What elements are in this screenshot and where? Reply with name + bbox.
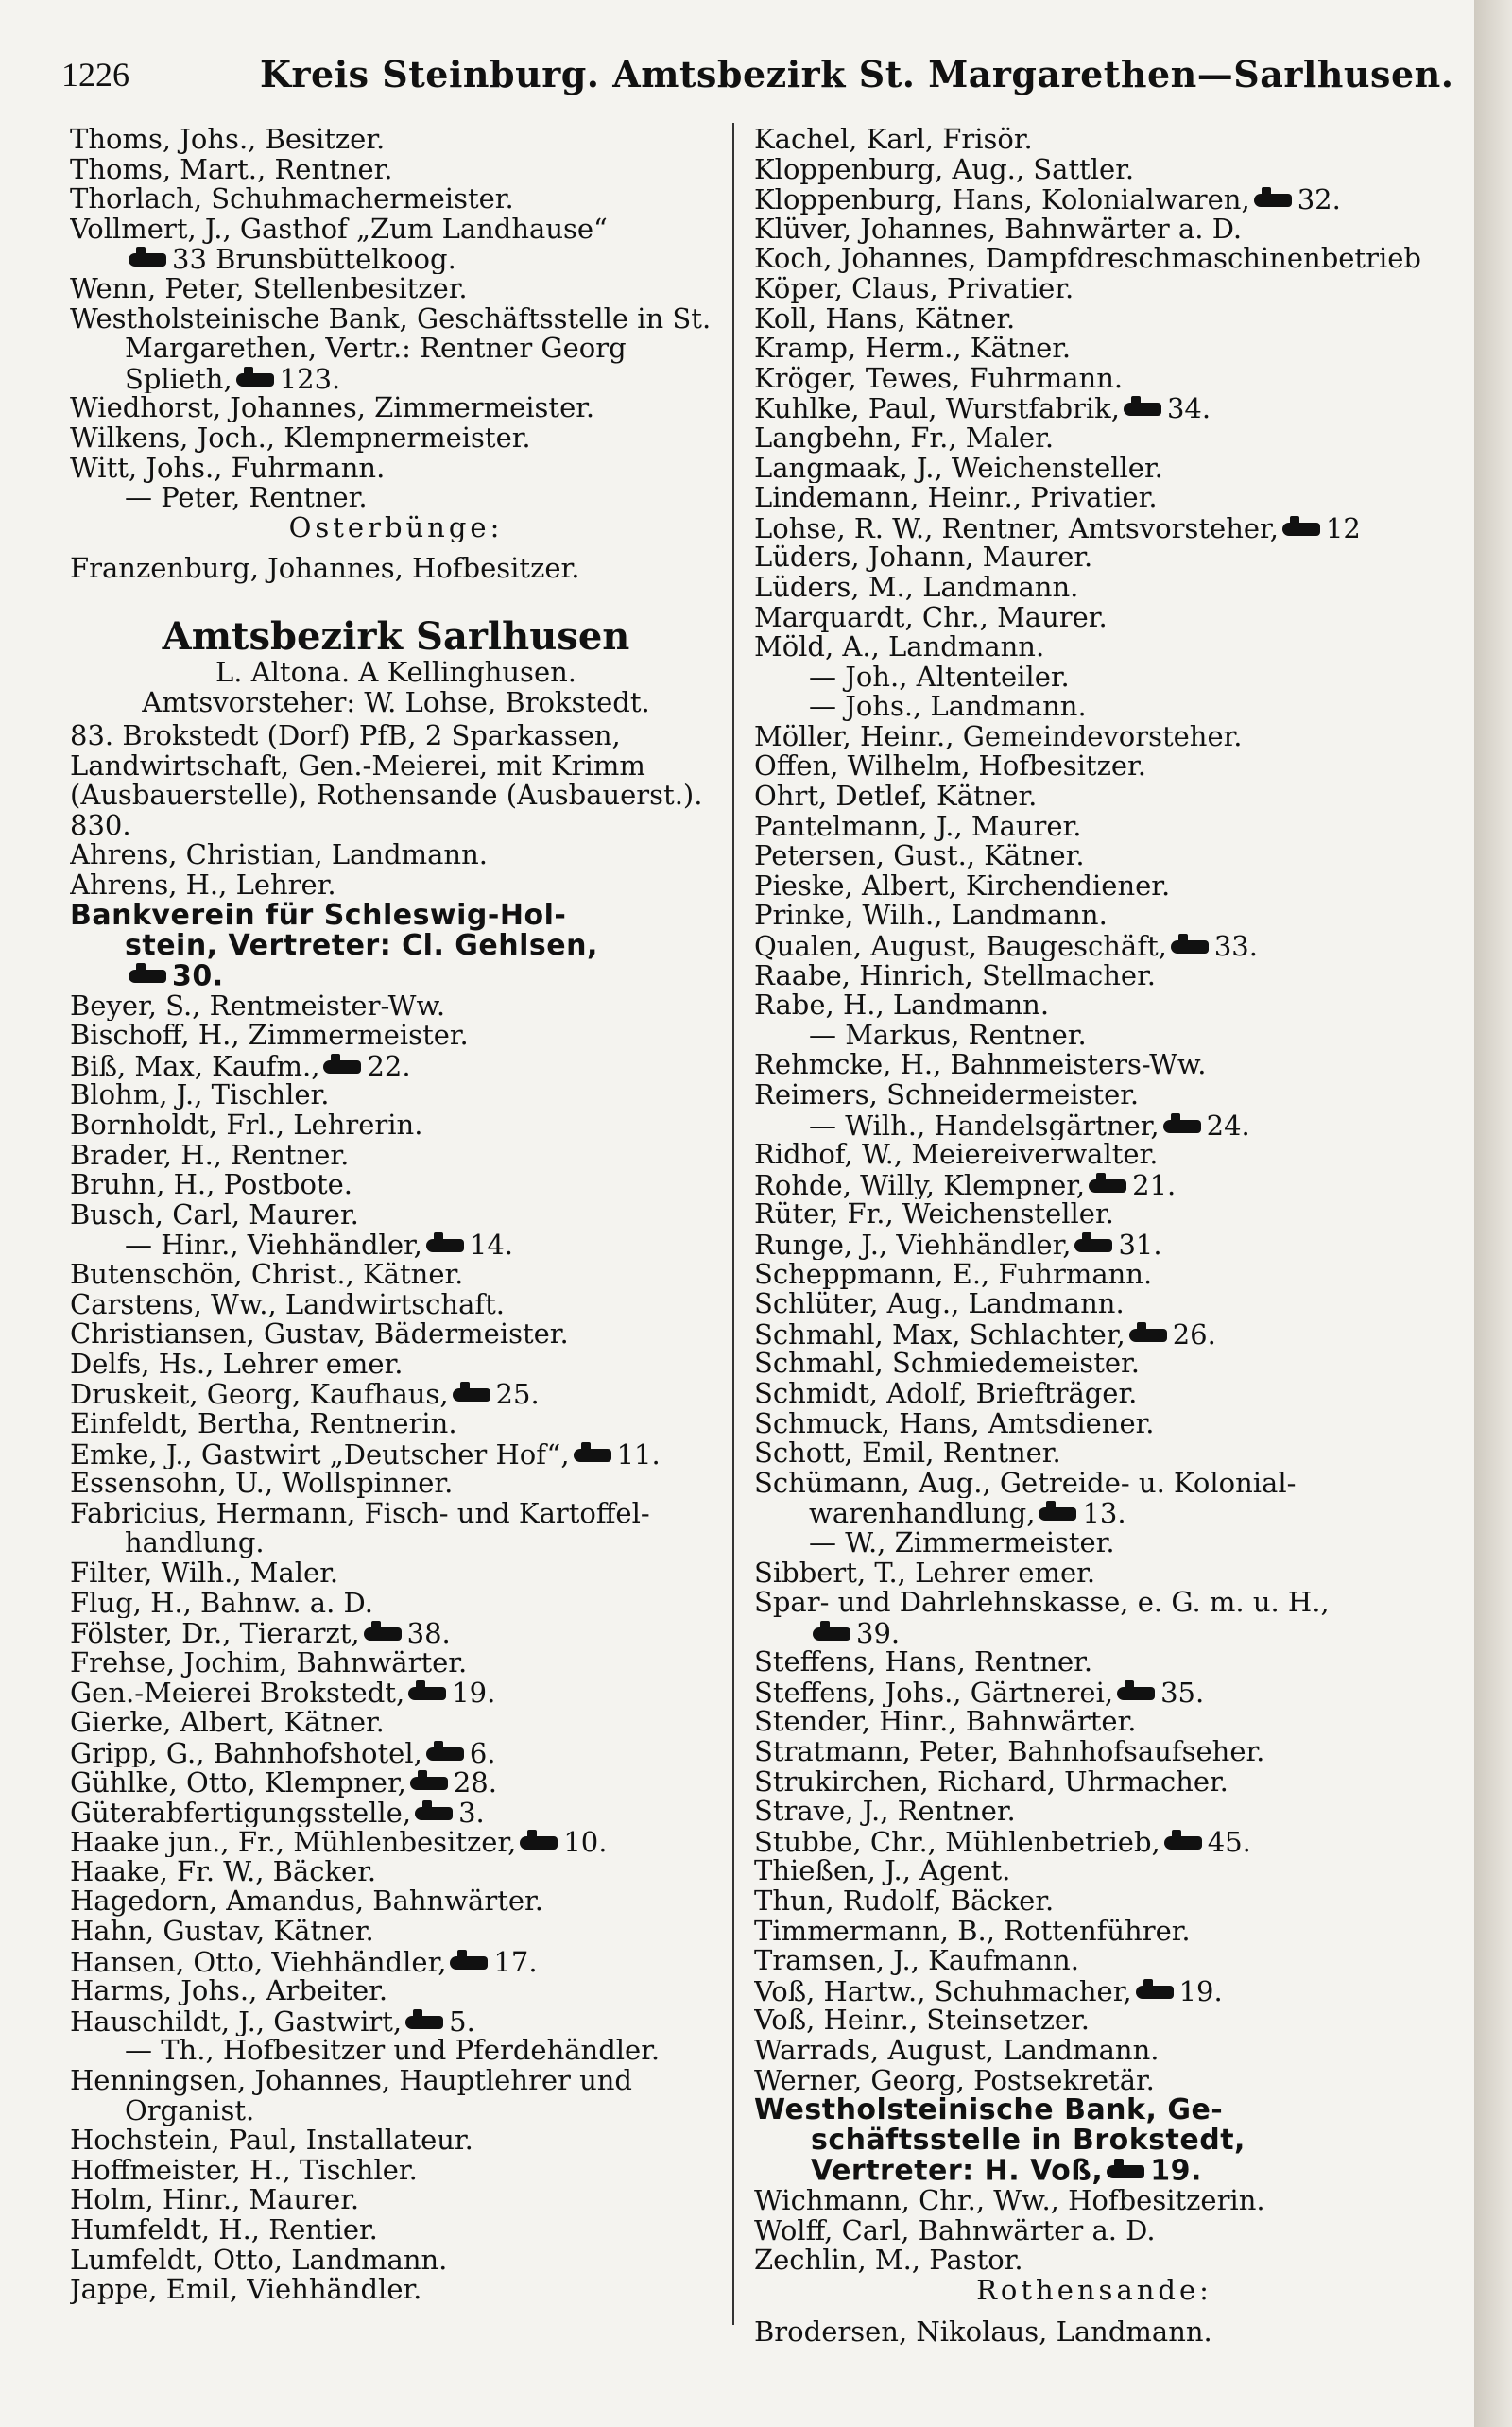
directory-entry: 83. Brokstedt (Dorf) PfB, 2 Sparkassen, xyxy=(70,721,621,751)
directory-entry: Scheppmann, E., Fuhrmann. xyxy=(754,1259,1153,1290)
page-number: 1226 xyxy=(61,56,129,94)
entry-text: Stubbe, Chr., Mühlenbetrieb, xyxy=(754,1826,1160,1857)
directory-entry: Ahrens, H., Lehrer. xyxy=(70,870,336,901)
directory-entry xyxy=(754,1110,1435,1141)
directory-entry: schäftsstelle in Brokstedt, xyxy=(811,2126,1246,2157)
directory-entry: Hoffmeister, H., Tischler. xyxy=(70,2155,418,2186)
directory-entry: Thoms, Mart., Rentner. xyxy=(70,154,393,185)
entry-text: Haake jun., Fr., Mühlenbesitzer, xyxy=(70,1827,517,1857)
directory-entry: Pantelmann, J., Maurer. xyxy=(754,811,1082,842)
entry-text: Rohde, Willy, Klempner, xyxy=(754,1169,1086,1200)
entry-text: Lohse, R. W., Rentner, Amtsvorsteher, xyxy=(754,512,1279,543)
directory-entry xyxy=(754,1976,1435,2006)
entry-text: Schmahl, Max, Schlachter, xyxy=(754,1318,1125,1350)
phone-number: 21. xyxy=(1132,1169,1177,1200)
directory-entry: Klüver, Johannes, Bahnwärter a. D. xyxy=(754,214,1243,245)
directory-entry: Kloppenburg, Aug., Sattler. xyxy=(754,154,1135,185)
directory-entry: Strukirchen, Richard, Uhrmacher. xyxy=(754,1766,1228,1798)
directory-entry: Koll, Hans, Kätner. xyxy=(754,303,1016,335)
telephone-icon xyxy=(1164,1836,1202,1850)
phone-number: 17. xyxy=(493,1946,538,1977)
right-column xyxy=(754,125,1435,2347)
directory-entry xyxy=(70,1618,722,1648)
directory-entry: — Johs., Landmann. xyxy=(809,692,1087,722)
telephone-icon xyxy=(129,970,166,983)
directory-entry: Raabe, Hinrich, Stellmacher. xyxy=(754,960,1156,991)
directory-entry: Prinke, Wilh., Landmann. xyxy=(754,901,1108,932)
entry-text: 33 Brunsbüttelkoog. xyxy=(172,244,456,274)
directory-entry: Tramsen, J., Kaufmann. xyxy=(754,1946,1079,1976)
directory-entry: Brodersen, Nikolaus, Landmann. xyxy=(754,2316,1212,2348)
telephone-icon xyxy=(1129,1329,1167,1342)
directory-entry xyxy=(70,1439,722,1470)
directory-entry: Fabricius, Hermann, Fisch- und Kartoffel- xyxy=(70,1498,650,1529)
page-header xyxy=(61,47,1454,104)
directory-entry: Marquardt, Chr., Maurer. xyxy=(754,602,1108,633)
directory-entry: — Th., Hofbesitzer und Pferdehändler. xyxy=(125,2036,661,2067)
directory-entry: Beyer, S., Rentmeister-Ww. xyxy=(70,990,446,1022)
directory-entry: Spar- und Dahrlehnskasse, e. G. m. u. H., xyxy=(754,1588,1330,1618)
telephone-icon xyxy=(813,1627,850,1641)
directory-entry: Rehmcke, H., Bahnmeisters-Ww. xyxy=(754,1050,1207,1080)
entry-text: 39. xyxy=(856,1617,901,1648)
directory-entry: Kröger, Tewes, Fuhrmann. xyxy=(754,363,1124,394)
phone-number: 3. xyxy=(458,1797,485,1828)
directory-entry: Strave, J., Rentner. xyxy=(754,1797,1016,1827)
district-heading: Amtsbezirk Sarlhusen xyxy=(162,615,630,658)
directory-entry xyxy=(754,1827,1435,1857)
phone-number: 14. xyxy=(469,1230,514,1260)
phone-number: 35. xyxy=(1160,1677,1205,1708)
directory-entry: Delfs, Hs., Lehrer emer. xyxy=(70,1349,404,1380)
column-divider xyxy=(732,123,734,2325)
directory-entry xyxy=(754,1170,1435,1200)
directory-entry: Thorlach, Schuhmachermeister. xyxy=(70,184,514,215)
directory-entry: Petersen, Gust., Kätner. xyxy=(754,841,1085,871)
phone-number: 33. xyxy=(1213,931,1258,961)
directory-entry: Franzenburg, Johannes, Hofbesitzer. xyxy=(70,554,580,584)
phone-number: 19. xyxy=(1178,1975,1223,2006)
entry-text: — Hinr., Viehhändler, xyxy=(125,1230,422,1260)
directory-entry: — W., Zimmermeister. xyxy=(809,1527,1115,1558)
directory-entry: Schlüter, Aug., Landmann. xyxy=(754,1289,1125,1319)
directory-entry: Osterbünge: xyxy=(288,512,504,543)
directory-entry: Wiedhorst, Johannes, Zimmermeister. xyxy=(70,393,595,423)
directory-entry: Filter, Wilh., Maler. xyxy=(70,1558,339,1589)
phone-number: 26. xyxy=(1172,1318,1216,1350)
directory-entry: Warrads, August, Landmann. xyxy=(754,2036,1160,2066)
directory-entry xyxy=(754,184,1435,215)
directory-entry xyxy=(754,393,1435,423)
phone-number: 19. xyxy=(452,1678,496,1708)
phone-number: 31. xyxy=(1118,1229,1162,1260)
directory-entry xyxy=(70,1947,722,1977)
directory-entry: Koch, Johannes, Dampfdreschmaschinenbetrieb xyxy=(754,244,1421,274)
entry-text: Vertreter: H. Voß, xyxy=(811,2156,1104,2187)
telephone-icon xyxy=(574,1449,611,1462)
telephone-icon xyxy=(426,1747,464,1761)
directory-entry: — Markus, Rentner. xyxy=(809,1020,1087,1051)
directory-entry: Amtsvorsteher: W. Lohse, Brokstedt. xyxy=(142,687,650,718)
directory-entry: Rüter, Fr., Weichensteller. xyxy=(754,1199,1114,1230)
directory-entry: Offen, Wilhelm, Hofbesitzer. xyxy=(754,751,1146,783)
directory-entry: — Joh., Altenteiler. xyxy=(809,662,1070,693)
directory-entry: Wolff, Carl, Bahnwärter a. D. xyxy=(754,2215,1156,2246)
telephone-icon xyxy=(1282,523,1320,536)
directory-entry: Pieske, Albert, Kirchendiener. xyxy=(754,870,1171,902)
directory-entry: Brader, H., Rentner. xyxy=(70,1140,350,1171)
telephone-icon xyxy=(408,1687,446,1700)
entry-text: Biß, Max, Kaufm., xyxy=(70,1050,320,1081)
directory-entry: Rothensande: xyxy=(976,2275,1212,2306)
directory-entry xyxy=(754,1498,1435,1528)
entry-text: Hansen, Otto, Viehhändler, xyxy=(70,1946,447,1977)
directory-entry xyxy=(754,1319,1435,1350)
phone-number: 5. xyxy=(449,2005,475,2037)
directory-entry: Essensohn, U., Wollspinner. xyxy=(70,1469,454,1499)
telephone-icon xyxy=(1089,1179,1126,1193)
entry-text: Fölster, Dr., Tierarzt, xyxy=(70,1618,360,1648)
directory-entry: Gierke, Albert, Kätner. xyxy=(70,1707,385,1738)
telephone-icon xyxy=(410,1777,448,1790)
directory-entry: Möld, A., Landmann. xyxy=(754,632,1045,663)
telephone-icon xyxy=(1163,1120,1201,1133)
directory-entry: Bischoff, H., Zimmermeister. xyxy=(70,1021,469,1051)
directory-entry: Stratmann, Peter, Bahnhofsaufseher. xyxy=(754,1737,1265,1767)
telephone-icon xyxy=(1124,403,1161,416)
directory-entry: Rabe, H., Landmann. xyxy=(754,990,1050,1021)
directory-entry xyxy=(754,2156,1435,2186)
telephone-icon xyxy=(415,1807,453,1820)
directory-entry: Schott, Emil, Rentner. xyxy=(754,1438,1061,1469)
directory-entry: Lindemann, Heinr., Privatier. xyxy=(754,483,1158,513)
entry-text: Druskeit, Georg, Kaufhaus, xyxy=(70,1379,449,1409)
entry-text: Splieth, xyxy=(125,363,232,394)
telephone-icon xyxy=(426,1239,464,1252)
directory-entry: Westholsteinische Bank, Geschäftsstelle in St. xyxy=(70,303,712,335)
telephone-icon xyxy=(520,1836,558,1850)
phone-number: 34. xyxy=(1166,393,1211,423)
telephone-icon xyxy=(1136,1986,1174,1999)
entry-text: Gen.-Meierei Brokstedt, xyxy=(70,1678,405,1708)
telephone-icon xyxy=(450,1956,488,1970)
directory-entry: Ridhof, W., Meiereiverwalter. xyxy=(754,1140,1159,1170)
directory-entry xyxy=(754,1230,1435,1260)
directory-entry: (Ausbauerstelle), Rothensande (Ausbauerst.). xyxy=(70,781,703,811)
entry-text: Hauschildt, J., Gastwirt, xyxy=(70,2005,403,2037)
directory-entry xyxy=(754,1678,1435,1708)
directory-entry: Bankverein für Schleswig-Hol- xyxy=(70,900,567,931)
directory-entry: Westholsteinische Bank, Ge- xyxy=(754,2095,1224,2126)
entry-text: Gripp, G., Bahnhofshotel, xyxy=(70,1737,422,1768)
directory-entry xyxy=(70,364,722,394)
directory-entry: Kachel, Karl, Frisör. xyxy=(754,125,1033,155)
entry-text: — Wilh., Handelsgärtner, xyxy=(809,1110,1160,1141)
directory-entry: Reimers, Schneidermeister. xyxy=(754,1080,1140,1110)
directory-entry: Organist. xyxy=(125,2095,255,2126)
entry-text: warenhandlung, xyxy=(809,1498,1036,1528)
directory-entry xyxy=(70,1798,722,1828)
directory-entry: Jappe, Emil, Viehhändler. xyxy=(70,2275,422,2305)
directory-entry: Sibbert, T., Lehrer emer. xyxy=(754,1558,1096,1589)
directory-entry xyxy=(70,1379,722,1409)
directory-entry: Wilkens, Joch., Klempnermeister. xyxy=(70,422,531,454)
directory-entry: Harms, Johs., Arbeiter. xyxy=(70,1976,388,2006)
directory-entry xyxy=(70,1230,722,1260)
entry-text: Qualen, August, Baugeschäft, xyxy=(754,931,1167,961)
directory-entry: Margarethen, Vertr.: Rentner Georg xyxy=(125,334,627,364)
phone-number: 45. xyxy=(1207,1826,1251,1857)
entry-text: Runge, J., Viehhändler, xyxy=(754,1229,1072,1260)
phone-number: 19. xyxy=(1150,2156,1202,2187)
directory-entry: Bruhn, H., Postbote. xyxy=(70,1170,352,1200)
directory-entry xyxy=(70,1827,722,1857)
telephone-icon xyxy=(1171,940,1209,954)
directory-entry xyxy=(70,1051,722,1081)
entry-text: Kloppenburg, Hans, Kolonialwaren, xyxy=(754,184,1250,215)
directory-entry: Humfeldt, H., Rentier. xyxy=(70,2215,378,2246)
directory-entry xyxy=(70,961,722,991)
directory-entry: Bornholdt, Frl., Lehrerin. xyxy=(70,1110,423,1141)
directory-entry: Werner, Georg, Postsekretär. xyxy=(754,2065,1155,2096)
phone-number: 32. xyxy=(1297,184,1341,215)
directory-entry: Thun, Rudolf, Bäcker. xyxy=(754,1886,1055,1917)
directory-entry: Lüders, M., Landmann. xyxy=(754,572,1079,603)
directory-entry: Köper, Claus, Privatier. xyxy=(754,273,1074,304)
telephone-icon xyxy=(129,253,166,267)
directory-entry: Butenschön, Christ., Kätner. xyxy=(70,1260,464,1290)
directory-entry xyxy=(70,1738,722,1768)
telephone-icon xyxy=(453,1388,490,1402)
telephone-icon xyxy=(1107,2165,1144,2178)
directory-entry: Wenn, Peter, Stellenbesitzer. xyxy=(70,273,468,304)
directory-entry: — Peter, Rentner. xyxy=(125,483,368,513)
phone-number: 28. xyxy=(453,1767,497,1798)
telephone-icon xyxy=(1074,1239,1112,1252)
directory-entry: Ahrens, Christian, Landmann. xyxy=(70,840,489,871)
phone-number: 12 xyxy=(1325,512,1361,543)
phone-number: 11. xyxy=(616,1438,661,1470)
telephone-icon xyxy=(323,1060,361,1074)
directory-entry: Busch, Carl, Maurer. xyxy=(70,1199,359,1231)
directory-entry: Hahn, Gustav, Kätner. xyxy=(70,1917,374,1947)
directory-entry: Lumfeldt, Otto, Landmann. xyxy=(70,2245,448,2276)
directory-entry: Landwirtschaft, Gen.-Meierei, mit Krimm xyxy=(70,750,645,782)
directory-entry: stein, Vertreter: Cl. Gehlsen, xyxy=(125,930,598,961)
entry-text: 30. xyxy=(172,960,224,991)
directory-entry: Kramp, Herm., Kätner. xyxy=(754,334,1072,364)
directory-entry: L. Altona. A Kellinghusen. xyxy=(215,657,576,688)
directory-entry: Henningsen, Johannes, Hauptlehrer und xyxy=(70,2066,632,2096)
directory-entry: Vollmert, J., Gasthof „Zum Landhause“ xyxy=(70,214,608,245)
directory-entry: Schmuck, Hans, Amtsdiener. xyxy=(754,1408,1155,1439)
telephone-icon xyxy=(236,373,274,387)
directory-entry: Schmidt, Adolf, Briefträger. xyxy=(754,1378,1138,1409)
phone-number: 22. xyxy=(367,1050,411,1081)
running-head: Kreis Steinburg. Amtsbezirk St. Margarethen—Sarlhusen. xyxy=(260,53,1454,95)
directory-entry: Blohm, J., Tischler. xyxy=(70,1080,330,1111)
directory-entry: handlung. xyxy=(125,1528,265,1558)
phone-number: 6. xyxy=(469,1737,496,1768)
directory-entry: Hagedorn, Amandus, Bahnwärter. xyxy=(70,1886,543,1918)
directory-entry xyxy=(754,1618,1435,1648)
directory-entry: Langmaak, J., Weichensteller. xyxy=(754,453,1163,484)
directory-entry: Haake, Fr. W., Bäcker. xyxy=(70,1856,377,1887)
directory-entry: Voß, Heinr., Steinsetzer. xyxy=(754,2005,1090,2036)
directory-entry: Frehse, Jochim, Bahnwärter. xyxy=(70,1647,468,1678)
left-column xyxy=(70,125,722,2305)
phone-number: 10. xyxy=(563,1827,608,1857)
phone-number: 25. xyxy=(495,1379,540,1409)
directory-entry: Timmermann, B., Rottenführer. xyxy=(754,1916,1191,1947)
directory-entry: Langbehn, Fr., Maler. xyxy=(754,422,1055,454)
directory-entry xyxy=(70,2006,722,2037)
entry-text: Voß, Hartw., Schuhmacher, xyxy=(754,1975,1132,2006)
telephone-icon xyxy=(1039,1507,1076,1521)
directory-entry: Ohrt, Detlef, Kätner. xyxy=(754,782,1038,812)
telephone-icon xyxy=(1117,1687,1155,1700)
phone-number: 123. xyxy=(279,363,341,394)
entry-text: Emke, J., Gastwirt „Deutscher Hof“, xyxy=(70,1438,570,1470)
entry-text: Güterabfertigungsstelle, xyxy=(70,1797,412,1828)
directory-entry: Lüders, Johann, Maurer. xyxy=(754,542,1093,573)
directory-entry: Zechlin, M., Pastor. xyxy=(754,2246,1023,2276)
directory-entry: Möller, Heinr., Gemeindevorsteher. xyxy=(754,721,1243,752)
directory-entry: Thießen, J., Agent. xyxy=(754,1856,1011,1887)
directory-entry xyxy=(70,1767,722,1798)
entry-text: Steffens, Johs., Gärtnerei, xyxy=(754,1677,1114,1708)
directory-entry: Holm, Hinr., Maurer. xyxy=(70,2185,360,2215)
page-edge xyxy=(1474,0,1512,2427)
directory-entry: 830. xyxy=(70,810,131,841)
telephone-icon xyxy=(405,2016,443,2029)
directory-entry xyxy=(754,931,1435,961)
directory-entry: Einfeldt, Bertha, Rentnerin. xyxy=(70,1408,457,1439)
phone-number: 38. xyxy=(406,1618,451,1648)
directory-entry: Christiansen, Gustav, Bädermeister. xyxy=(70,1319,569,1350)
directory-entry: Schümann, Aug., Getreide- u. Kolonial- xyxy=(754,1468,1297,1499)
telephone-icon xyxy=(364,1627,402,1641)
phone-number: 13. xyxy=(1082,1498,1126,1528)
directory-entry: Carstens, Ww., Landwirtschaft. xyxy=(70,1289,505,1320)
directory-entry xyxy=(70,1678,722,1708)
directory-entry: Wichmann, Chr., Ww., Hofbesitzerin. xyxy=(754,2186,1265,2216)
directory-entry: Hochstein, Paul, Installateur. xyxy=(70,2126,473,2156)
directory-entry: Flug, H., Bahnw. a. D. xyxy=(70,1588,373,1619)
directory-entry: Stender, Hinr., Bahnwärter. xyxy=(754,1707,1137,1738)
directory-entry xyxy=(754,513,1435,543)
directory-entry xyxy=(70,244,722,274)
telephone-icon xyxy=(1254,194,1292,207)
directory-entry: Schmahl, Schmiedemeister. xyxy=(754,1349,1140,1379)
directory-entry: Thoms, Johs., Besitzer. xyxy=(70,125,386,155)
phone-number: 24. xyxy=(1206,1110,1250,1141)
directory-entry: Witt, Johs., Fuhrmann. xyxy=(70,453,386,484)
entry-text: Gühlke, Otto, Klempner, xyxy=(70,1767,406,1798)
entry-text: Kuhlke, Paul, Wurstfabrik, xyxy=(754,393,1120,423)
directory-entry: Steffens, Hans, Rentner. xyxy=(754,1647,1093,1678)
